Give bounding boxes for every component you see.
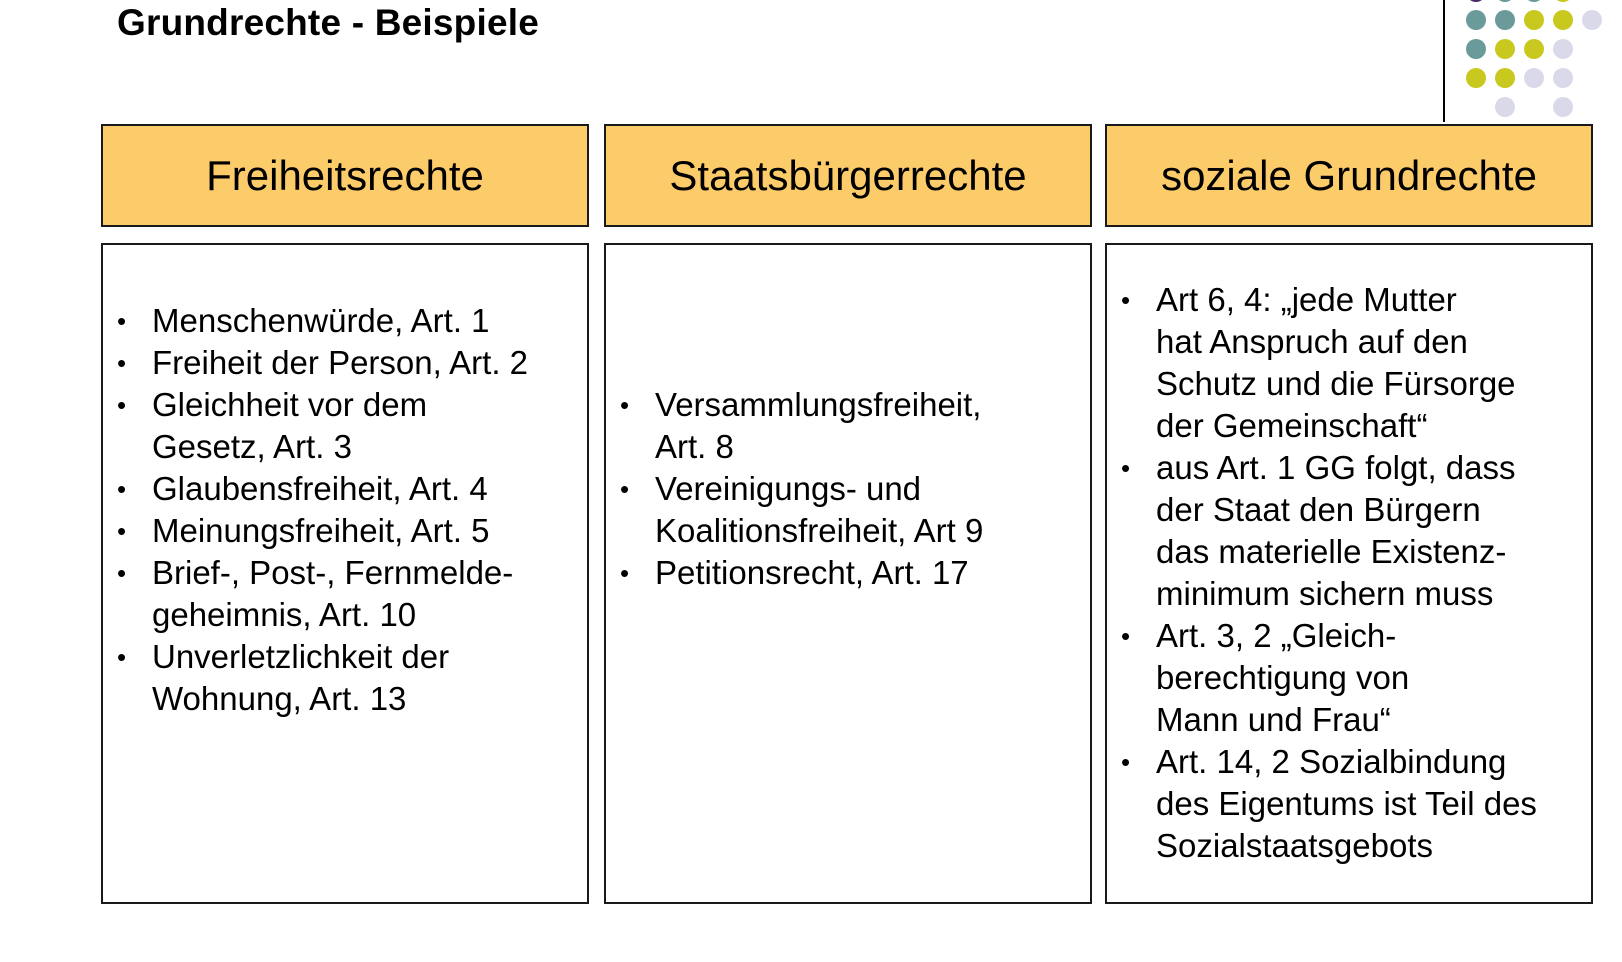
decorative-dot: [1466, 10, 1486, 30]
column-body-soziale-grundrechte: [1105, 243, 1593, 904]
list-item: • Art. 14, 2 Sozialbindung des Eigentums ist Teil des Sozialstaatsgebots: [1107, 741, 1591, 867]
bullet-list: [1107, 279, 1591, 867]
decorative-dot: [1466, 68, 1486, 88]
decorative-dot: [1495, 39, 1515, 59]
column-body-staatsbuergerrechte: [604, 243, 1092, 904]
decorative-dot: [1553, 39, 1573, 59]
decorative-dot: [1582, 10, 1602, 30]
list-item: • Unverletzlichkeit der Wohnung, Art. 13: [103, 636, 587, 720]
list-item: • Meinungsfreiheit, Art. 5: [103, 510, 587, 552]
decorative-dot: [1495, 97, 1515, 117]
list-item: • Menschenwürde, Art. 1: [103, 300, 587, 342]
list-item: • Glaubensfreiheit, Art. 4: [103, 468, 587, 510]
decorative-dot: [1553, 68, 1573, 88]
column-header-freiheitsrechte: Freiheitsrechte: [101, 124, 589, 227]
list-item: • Gleichheit vor dem Gesetz, Art. 3: [103, 384, 587, 468]
list-item: • Brief-, Post-, Fernmelde- geheimnis, Art. 10: [103, 552, 587, 636]
bullet-list: [103, 300, 587, 720]
decorative-dot: [1466, 39, 1486, 59]
decorative-dot: [1524, 0, 1544, 2]
list-item: • Art. 3, 2 „Gleich- berechtigung von Mann und Frau“: [1107, 615, 1591, 741]
column-header-staatsbuergerrechte: Staatsbürgerrechte: [604, 124, 1092, 227]
bullet-list: [606, 384, 1090, 594]
decorative-dot: [1524, 39, 1544, 59]
list-item: • Freiheit der Person, Art. 2: [103, 342, 587, 384]
slide-title: Grundrechte - Beispiele: [117, 2, 539, 43]
decorative-dot: [1495, 10, 1515, 30]
decorative-dot: [1495, 68, 1515, 88]
list-item: • Petitionsrecht, Art. 17: [606, 552, 1090, 594]
list-item: • Art 6, 4: „jede Mutter hat Anspruch auf den Schutz und die Fürsorge der Gemeinschaft“: [1107, 279, 1591, 447]
decorative-dot: [1553, 10, 1573, 30]
decorative-dot: [1553, 0, 1573, 2]
column-body-freiheitsrechte: [101, 243, 589, 904]
decorative-dot: [1466, 0, 1486, 2]
decorative-dot: [1524, 68, 1544, 88]
decorative-dot: [1553, 97, 1573, 117]
list-item: • aus Art. 1 GG folgt, dass der Staat den Bürgern das materielle Existenz- minimum sichern muss: [1107, 447, 1591, 615]
column-header-soziale-grundrechte: soziale Grundrechte: [1105, 124, 1593, 227]
decorative-dot: [1524, 10, 1544, 30]
corner-divider-line: [1443, 0, 1445, 122]
list-item: • Versammlungsfreiheit, Art. 8: [606, 384, 1090, 468]
list-item: • Vereinigungs- und Koalitionsfreiheit, Art 9: [606, 468, 1090, 552]
decorative-dot: [1495, 0, 1515, 2]
